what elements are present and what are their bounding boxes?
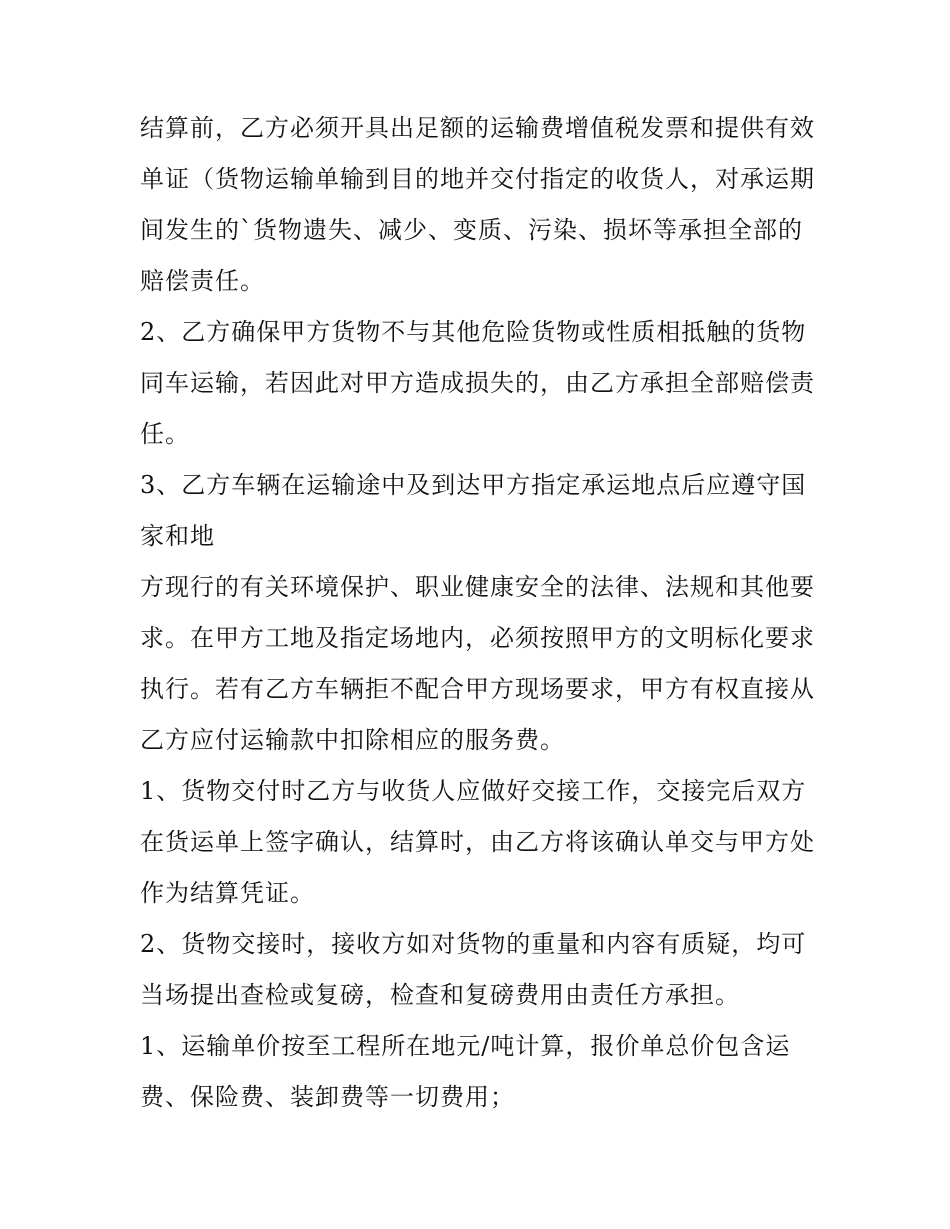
- text-line: 单证（货物运输单输到目的地并交付指定的收货人，对承运期: [140, 165, 815, 193]
- text-line: 2、乙方确保甲方货物不与其他危险货物或性质相抵触的货物: [140, 318, 807, 346]
- text-line: 当场提出查检或复磅，检查和复磅费用由责任方承担。: [140, 981, 740, 1009]
- text-line: 乙方应付运输款中扣除相应的服务费。: [140, 726, 565, 754]
- text-line: 求。在甲方工地及指定场地内，必须按照甲方的文明标化要求: [140, 624, 815, 652]
- text-line: 家和地: [140, 522, 215, 550]
- text-line: 1、运输单价按至工程所在地元/吨计算，报价单总价包含运: [140, 1032, 791, 1060]
- text-line: 费、保险费、装卸费等一切费用；: [140, 1083, 515, 1111]
- text-line: 作为结算凭证。: [140, 879, 315, 907]
- text-line: 任。: [140, 420, 190, 448]
- text-line: 3、乙方车辆在运输途中及到达甲方指定承运地点后应遵守国: [140, 471, 807, 499]
- text-line: 2、货物交接时，接收方如对货物的重量和内容有质疑，均可: [140, 930, 807, 958]
- text-line: 结算前，乙方必须开具出足额的运输费增值税发票和提供有效: [140, 114, 815, 142]
- text-line: 间发生的`货物遗失、减少、变质、污染、损坏等承担全部的: [140, 216, 803, 244]
- text-line: 赔偿责任。: [140, 267, 265, 295]
- text-line: 同车运输，若因此对甲方造成损失的，由乙方承担全部赔偿责: [140, 369, 815, 397]
- text-line: 在货运单上签字确认，结算时，由乙方将该确认单交与甲方处: [140, 828, 815, 856]
- text-line: 1、货物交付时乙方与收货人应做好交接工作，交接完后双方: [140, 777, 807, 805]
- text-line: 执行。若有乙方车辆拒不配合甲方现场要求，甲方有权直接从: [140, 675, 815, 703]
- text-line: 方现行的有关环境保护、职业健康安全的法律、法规和其他要: [140, 573, 815, 601]
- document-body: [140, 103, 840, 1123]
